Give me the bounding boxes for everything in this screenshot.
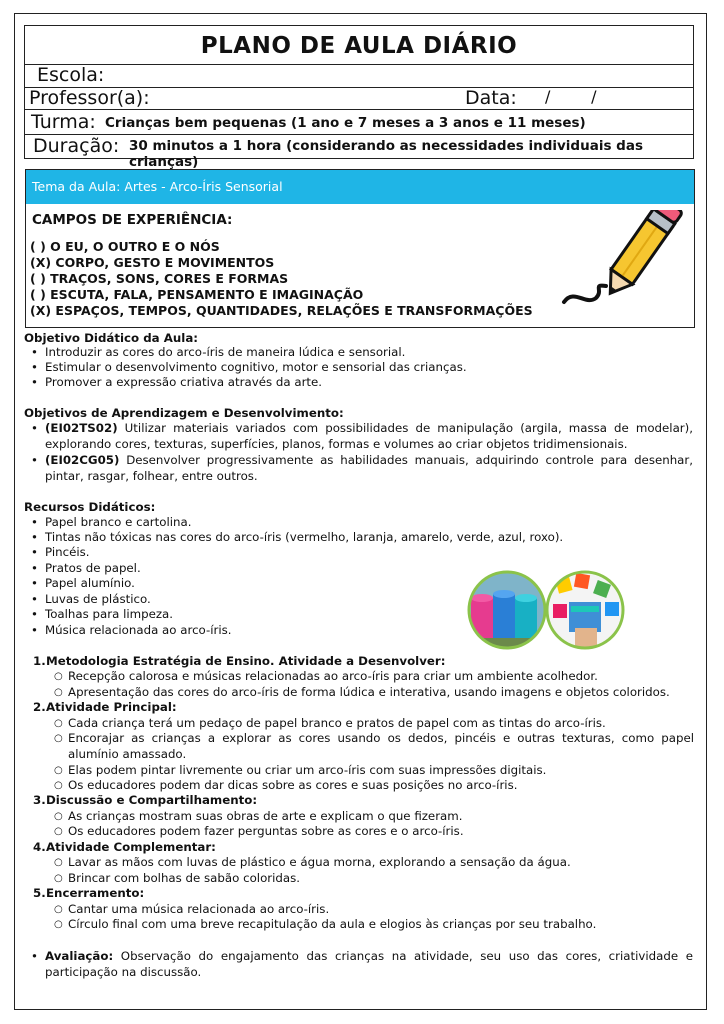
tema-title: Tema da Aula: Artes - Arco-Íris Sensorial <box>26 170 694 204</box>
step-title: Metodologia Estratégia de Ensino. Atividade a Desenvolver: <box>46 654 446 668</box>
list-item: • Toalhas para limpeza. <box>33 607 173 623</box>
step-number: 3. <box>33 793 46 807</box>
list-item: • Pratos de papel. <box>33 561 141 577</box>
professor-row <box>24 88 694 110</box>
sub-item: ○ Apresentação das cores do arco-íris de forma lúdica e interativa, usando imagens e objetos coloridos. <box>54 685 670 699</box>
campo-item: ( ) O EU, O OUTRO E O NÓS <box>30 239 220 254</box>
sub-item: ○ Encorajar as crianças a explorar as cores usando os dedos, pincéis e outras texturas, como papel alumínio amassado. <box>54 731 694 761</box>
sub-item: ○ As crianças mostram suas obras de arte e explicam o que fizeram. <box>54 809 463 823</box>
list-item: • Introduzir as cores do arco-íris de maneira lúdica e sensorial. <box>33 345 405 361</box>
sub-item: ○ Os educadores podem fazer perguntas sobre as cores e o arco-íris. <box>54 824 464 838</box>
step-number: 2. <box>33 700 46 714</box>
bncc-code: (EI02TS02) <box>45 421 118 435</box>
step-number: 4. <box>33 840 46 854</box>
list-item: • Estimular o desenvolvimento cognitivo, motor e sensorial das crianças. <box>33 360 467 376</box>
list-item: • Música relacionada ao arco-íris. <box>33 623 232 639</box>
avaliacao-label: Avaliação: <box>45 949 114 963</box>
data-value: / / <box>545 87 597 106</box>
list-item: • Pincéis. <box>33 545 90 561</box>
step-title: Discussão e Compartilhamento: <box>46 793 258 807</box>
avaliacao-text: Observação do engajamento das crianças na atividade, seu uso das cores, criatividade e participação na discussão. <box>45 949 693 979</box>
tema-box <box>25 169 695 328</box>
avaliacao <box>33 949 693 980</box>
sub-item: ○ Círculo final com uma breve recapitulação da aula e elogios às crianças por seu trabalho. <box>54 917 597 931</box>
campos-title: CAMPOS DE EXPERIÊNCIA: <box>32 212 233 228</box>
list-item: • Promover a expressão criativa através da arte. <box>33 375 322 391</box>
duracao-value: 30 minutos a 1 hora (considerando as necessidades individuais das crianças) <box>129 138 643 170</box>
campo-item: (X) ESPAÇOS, TEMPOS, QUANTIDADES, RELAÇÕES E TRANSFORMAÇÕES <box>30 303 533 318</box>
sub-item: ○ Recepção calorosa e músicas relacionadas ao arco-íris para criar um ambiente acolhedor. <box>54 669 598 683</box>
page-title: PLANO DE AULA DIÁRIO <box>24 25 694 65</box>
sub-item: ○ Os educadores podem dar dicas sobre as cores e suas posições no arco-íris. <box>54 778 518 792</box>
turma-value: Crianças bem pequenas (1 ano e 7 meses a 3 anos e 11 meses) <box>105 115 586 131</box>
list-item: • Papel alumínio. <box>33 576 135 592</box>
sub-item: ○ Elas podem pintar livremente ou criar um arco-íris com suas impressões digitais. <box>54 763 547 777</box>
list-item: • (EI02TS02) Utilizar materiais variados com possibilidades de manipulação (argila, massa de modelar), explorando cores, texturas, superfícies, planos, formas e volumes ao criar objetos tridimensionais. <box>33 421 693 452</box>
sub-item: ○ Cada criança terá um pedaço de papel branco e pratos de papel com as tintas do arco-íris. <box>54 716 606 730</box>
professor-label: Professor(a): <box>29 87 150 109</box>
list-item: • (EI02CG05) Desenvolver progressivamente as habilidades manuais, adquirindo controle para desenhar, pintar, rasgar, folhear, entre outros. <box>33 453 693 484</box>
bncc-code: (EI02CG05) <box>45 453 120 467</box>
campo-item: ( ) ESCUTA, FALA, PENSAMENTO E IMAGINAÇÃO <box>30 287 364 302</box>
data-label: Data: <box>465 87 517 109</box>
sub-item: ○ Cantar uma música relacionada ao arco-íris. <box>54 902 330 916</box>
turma-label: Turma: <box>31 111 96 133</box>
campo-item: (X) CORPO, GESTO E MOVIMENTOS <box>30 255 275 270</box>
sub-item: ○ Brincar com bolhas de sabão coloridas. <box>54 871 301 885</box>
escola-row <box>24 65 694 88</box>
pencil-icon <box>556 210 686 310</box>
step-title: Atividade Complementar: <box>46 840 216 854</box>
campo-item: ( ) TRAÇOS, SONS, CORES E FORMAS <box>30 271 289 286</box>
step-number: 5. <box>33 886 46 900</box>
objetivo-title: Objetivo Didático da Aula: <box>24 331 198 345</box>
sub-item: ○ Lavar as mãos com luvas de plástico e água morna, explorando a sensação da água. <box>54 855 571 869</box>
list-item: • Tintas não tóxicas nas cores do arco-íris (vermelho, laranja, amarelo, verde, azul, roxo). <box>33 530 563 546</box>
duracao-row <box>24 135 694 170</box>
aprendizagem-title: Objetivos de Aprendizagem e Desenvolvimento: <box>24 406 344 420</box>
step-title: Encerramento: <box>46 886 145 900</box>
list-item: • Luvas de plástico. <box>33 592 151 608</box>
list-item: • Papel branco e cartolina. <box>33 515 192 531</box>
step-title: Atividade Principal: <box>46 700 177 714</box>
duracao-label: Duração: <box>33 135 120 157</box>
escola-label: Escola: <box>37 64 105 86</box>
step-number: 1. <box>33 654 46 668</box>
paint-photo-icon <box>467 568 627 652</box>
turma-row <box>24 110 694 135</box>
recursos-title: Recursos Didáticos: <box>24 500 156 514</box>
